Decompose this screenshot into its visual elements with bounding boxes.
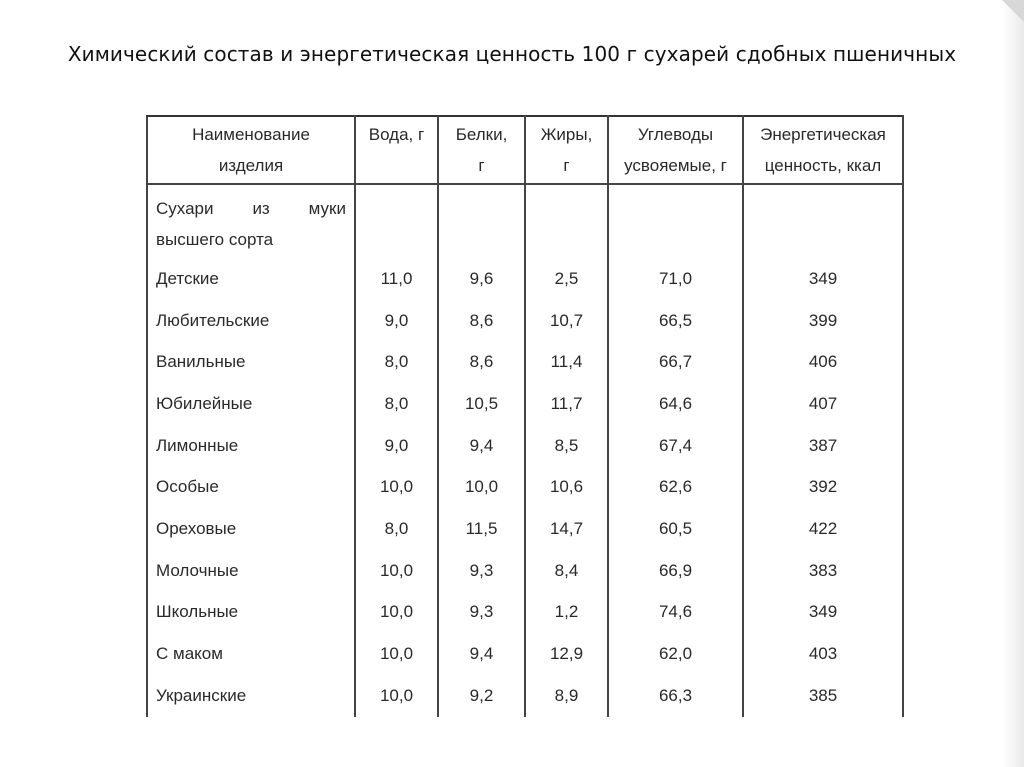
- cell-water: 10,0: [355, 550, 438, 592]
- cell-energy: 383: [743, 550, 903, 592]
- cell-protein: 9,3: [438, 592, 525, 634]
- cell-energy: 392: [743, 466, 903, 508]
- cell-carbs: 66,7: [608, 341, 743, 383]
- cell-water: 10,0: [355, 466, 438, 508]
- table-row: [147, 466, 903, 508]
- cell-carbs: 66,9: [608, 550, 743, 592]
- cell-name: С маком: [147, 633, 355, 675]
- cell-fat: 8,5: [525, 425, 608, 467]
- cell-water: 8,0: [355, 508, 438, 550]
- header-fat: [525, 116, 608, 184]
- header-line: усвояемые, г: [624, 156, 727, 175]
- cell-name: Ореховые: [147, 508, 355, 550]
- cell-energy: 407: [743, 383, 903, 425]
- cell-protein: 10,0: [438, 466, 525, 508]
- header-line: Белки,: [455, 125, 508, 144]
- header-water: [355, 116, 438, 184]
- cell-name: Ванильные: [147, 341, 355, 383]
- cell-protein: 10,5: [438, 383, 525, 425]
- table-row: [147, 383, 903, 425]
- cell-water: 10,0: [355, 592, 438, 634]
- group-row: [147, 184, 903, 258]
- cell-name: Детские: [147, 258, 355, 300]
- cell-name: Особые: [147, 466, 355, 508]
- empty-cell: [743, 184, 903, 258]
- page-title: Химический состав и энергетическая ценность 100 г сухарей сдобных пшеничных: [67, 42, 957, 66]
- cell-protein: 9,3: [438, 550, 525, 592]
- cell-carbs: 71,0: [608, 258, 743, 300]
- header-line: Наименование: [192, 125, 310, 144]
- header-line: Жиры,: [540, 125, 593, 144]
- empty-cell: [438, 184, 525, 258]
- cell-energy: 422: [743, 508, 903, 550]
- cell-water: 9,0: [355, 300, 438, 342]
- cell-fat: 11,7: [525, 383, 608, 425]
- cell-fat: 1,2: [525, 592, 608, 634]
- group-label-word: муки: [308, 198, 346, 218]
- empty-cell: [525, 184, 608, 258]
- page-curl: [1002, 0, 1024, 767]
- table-row: [147, 592, 903, 634]
- cell-carbs: 74,6: [608, 592, 743, 634]
- header-line: г: [563, 156, 570, 175]
- cell-name: Лимонные: [147, 425, 355, 467]
- table-row: [147, 508, 903, 550]
- cell-fat: 10,7: [525, 300, 608, 342]
- cell-water: 10,0: [355, 675, 438, 717]
- cell-fat: 12,9: [525, 633, 608, 675]
- cell-protein: 8,6: [438, 300, 525, 342]
- group-label-word: из: [252, 198, 270, 218]
- cell-energy: 349: [743, 592, 903, 634]
- header-energy: [743, 116, 903, 184]
- header-carbs: [608, 116, 743, 184]
- cell-carbs: 64,6: [608, 383, 743, 425]
- table-row: [147, 425, 903, 467]
- cell-energy: 387: [743, 425, 903, 467]
- cell-carbs: 62,0: [608, 633, 743, 675]
- header-line: Вода, г: [368, 125, 425, 144]
- cell-name: Юбилейные: [147, 383, 355, 425]
- header-line: ценность, ккал: [764, 156, 882, 175]
- header-line: г: [478, 156, 485, 175]
- cell-water: 9,0: [355, 425, 438, 467]
- cell-protein: 8,6: [438, 341, 525, 383]
- group-label-word: Сухари: [156, 198, 214, 218]
- table-row: [147, 675, 903, 717]
- cell-carbs: 60,5: [608, 508, 743, 550]
- empty-cell: [355, 184, 438, 258]
- cell-fat: 14,7: [525, 508, 608, 550]
- cell-protein: 11,5: [438, 508, 525, 550]
- cell-fat: 10,6: [525, 466, 608, 508]
- header-name: [147, 116, 355, 184]
- cell-carbs: 66,5: [608, 300, 743, 342]
- cell-energy: 399: [743, 300, 903, 342]
- cell-water: 8,0: [355, 341, 438, 383]
- cell-water: 8,0: [355, 383, 438, 425]
- cell-fat: 2,5: [525, 258, 608, 300]
- cell-protein: 9,4: [438, 425, 525, 467]
- cell-protein: 9,6: [438, 258, 525, 300]
- cell-protein: 9,4: [438, 633, 525, 675]
- cell-energy: 406: [743, 341, 903, 383]
- cell-name: Украинские: [147, 675, 355, 717]
- empty-cell: [608, 184, 743, 258]
- header-line: Энергетическая: [760, 125, 886, 144]
- table-row: [147, 633, 903, 675]
- cell-name: Молочные: [147, 550, 355, 592]
- header-row: [147, 116, 903, 184]
- header-line: изделия: [218, 156, 284, 175]
- table-row: [147, 300, 903, 342]
- cell-water: 11,0: [355, 258, 438, 300]
- cell-water: 10,0: [355, 633, 438, 675]
- cell-energy: 403: [743, 633, 903, 675]
- cell-name: Любительские: [147, 300, 355, 342]
- cell-fat: 8,9: [525, 675, 608, 717]
- header-line: Углеводы: [637, 125, 714, 144]
- cell-carbs: 62,6: [608, 466, 743, 508]
- cell-fat: 11,4: [525, 341, 608, 383]
- cell-energy: 385: [743, 675, 903, 717]
- cell-protein: 9,2: [438, 675, 525, 717]
- cell-fat: 8,4: [525, 550, 608, 592]
- group-label-line2: высшего сорта: [156, 229, 274, 249]
- cell-carbs: 67,4: [608, 425, 743, 467]
- table-row: [147, 550, 903, 592]
- composition-table: [146, 115, 904, 717]
- cell-energy: 349: [743, 258, 903, 300]
- header-protein: [438, 116, 525, 184]
- group-label: [147, 184, 355, 258]
- group-label-line1: [156, 193, 346, 224]
- table-row: [147, 258, 903, 300]
- cell-name: Школьные: [147, 592, 355, 634]
- cell-carbs: 66,3: [608, 675, 743, 717]
- table-row: [147, 341, 903, 383]
